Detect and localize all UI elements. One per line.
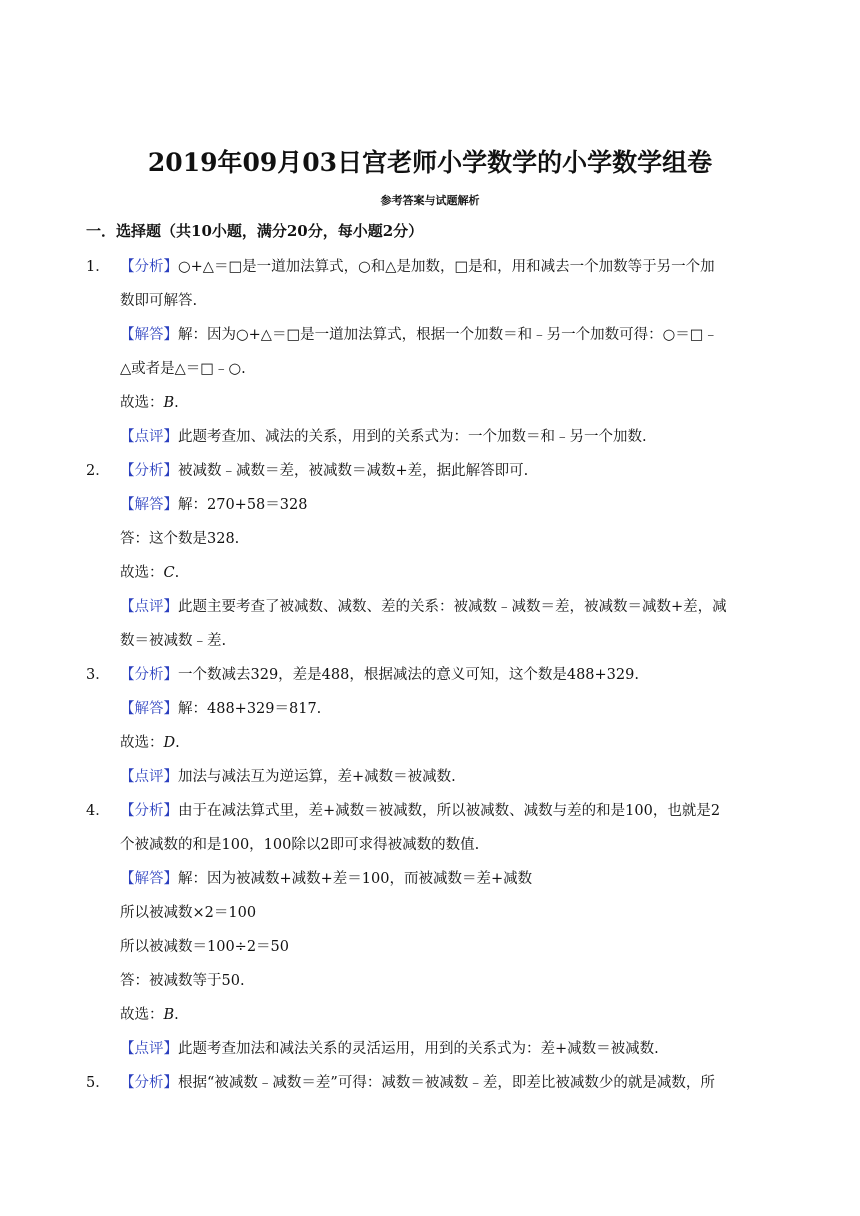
solution-tag: 【解答】	[120, 871, 178, 887]
work-line: 所以被减数＝100÷2＝50	[120, 939, 290, 955]
question-number: 4．	[86, 803, 110, 819]
choice-letter: D	[163, 735, 176, 751]
comment-line: 【点评】加法与减法互为逆运算，差+减数＝被减数.	[120, 769, 456, 785]
analysis-tag: 【分析】	[120, 803, 178, 819]
solution-line: 【解答】解：488+329＝817.	[120, 701, 322, 717]
comment-tag: 【点评】	[120, 1041, 178, 1057]
analysis-line: 【分析】一个数减去329，差是488，根据减法的意义可知，这个数是488+329.	[120, 667, 639, 683]
question-number: 1．	[86, 259, 110, 275]
choice-line: 故选：D.	[120, 735, 180, 751]
question-number: 2．	[86, 463, 110, 479]
question-number: 3．	[86, 667, 110, 683]
solution-line: △或者是△＝□﹣○.	[120, 361, 246, 377]
comment-tag: 【点评】	[120, 599, 178, 615]
choice-letter: B	[163, 1007, 175, 1023]
choice-line: 故选：B.	[120, 395, 179, 411]
section-heading: 一．选择题（共10小题，满分20分，每小题2分）	[86, 222, 424, 240]
analysis-line: 【分析】被减数﹣减数＝差，被减数＝减数+差，据此解答即可.	[120, 463, 529, 479]
answer-line: 答：这个数是328.	[120, 531, 240, 547]
answer-line: 答：被减数等于50.	[120, 973, 245, 989]
analysis-line: 数即可解答.	[120, 293, 198, 309]
analysis-tag: 【分析】	[120, 667, 178, 683]
analysis-line: 【分析】由于在减法算式里，差+减数＝被减数，所以被减数、减数与差的和是100，也就是2	[120, 803, 721, 819]
solution-tag: 【解答】	[120, 701, 178, 717]
analysis-tag: 【分析】	[120, 259, 178, 275]
analysis-tag: 【分析】	[120, 463, 178, 479]
solution-tag: 【解答】	[120, 327, 178, 343]
solution-tag: 【解答】	[120, 497, 178, 513]
page-subtitle: 参考答案与试题解析	[380, 194, 480, 207]
comment-line: 【点评】此题主要考查了被减数、减数、差的关系：被减数﹣减数＝差，被减数＝减数+差，减	[120, 599, 727, 615]
choice-line: 故选：B.	[120, 1007, 179, 1023]
analysis-line: 【分析】○+△＝□是一道加法算式，○和△是加数，□是和，用和减去一个加数等于另一个加	[120, 259, 715, 275]
choice-letter: C	[163, 565, 175, 581]
solution-line: 【解答】解：因为被减数+减数+差＝100，而被减数＝差+减数	[120, 871, 533, 887]
comment-tag: 【点评】	[120, 769, 178, 785]
question-number: 5．	[86, 1075, 110, 1091]
solution-line: 【解答】解：270+58＝328	[120, 497, 308, 513]
comment-line: 数＝被减数﹣差.	[120, 633, 227, 649]
comment-line: 【点评】此题考查加、减法的关系，用到的关系式为：一个加数＝和﹣另一个加数.	[120, 429, 647, 445]
comment-tag: 【点评】	[120, 429, 178, 445]
analysis-tag: 【分析】	[120, 1075, 178, 1091]
analysis-line: 个被减数的和是100，100除以2即可求得被减数的数值.	[120, 837, 480, 853]
choice-letter: B	[163, 395, 175, 411]
solution-line: 【解答】解：因为○+△＝□是一道加法算式，根据一个加数＝和﹣另一个加数可得：○＝□﹣	[120, 327, 719, 343]
comment-line: 【点评】此题考查加法和减法关系的灵活运用，用到的关系式为：差+减数＝被减数.	[120, 1041, 659, 1057]
work-line: 所以被减数×2＝100	[120, 905, 257, 921]
analysis-line: 【分析】根据“被减数﹣减数＝差”可得：减数＝被减数﹣差，即差比被减数少的就是减数，所	[120, 1075, 715, 1091]
choice-line: 故选：C.	[120, 565, 180, 581]
page-title: 2019年09月03日宫老师小学数学的小学数学组卷	[147, 148, 713, 177]
